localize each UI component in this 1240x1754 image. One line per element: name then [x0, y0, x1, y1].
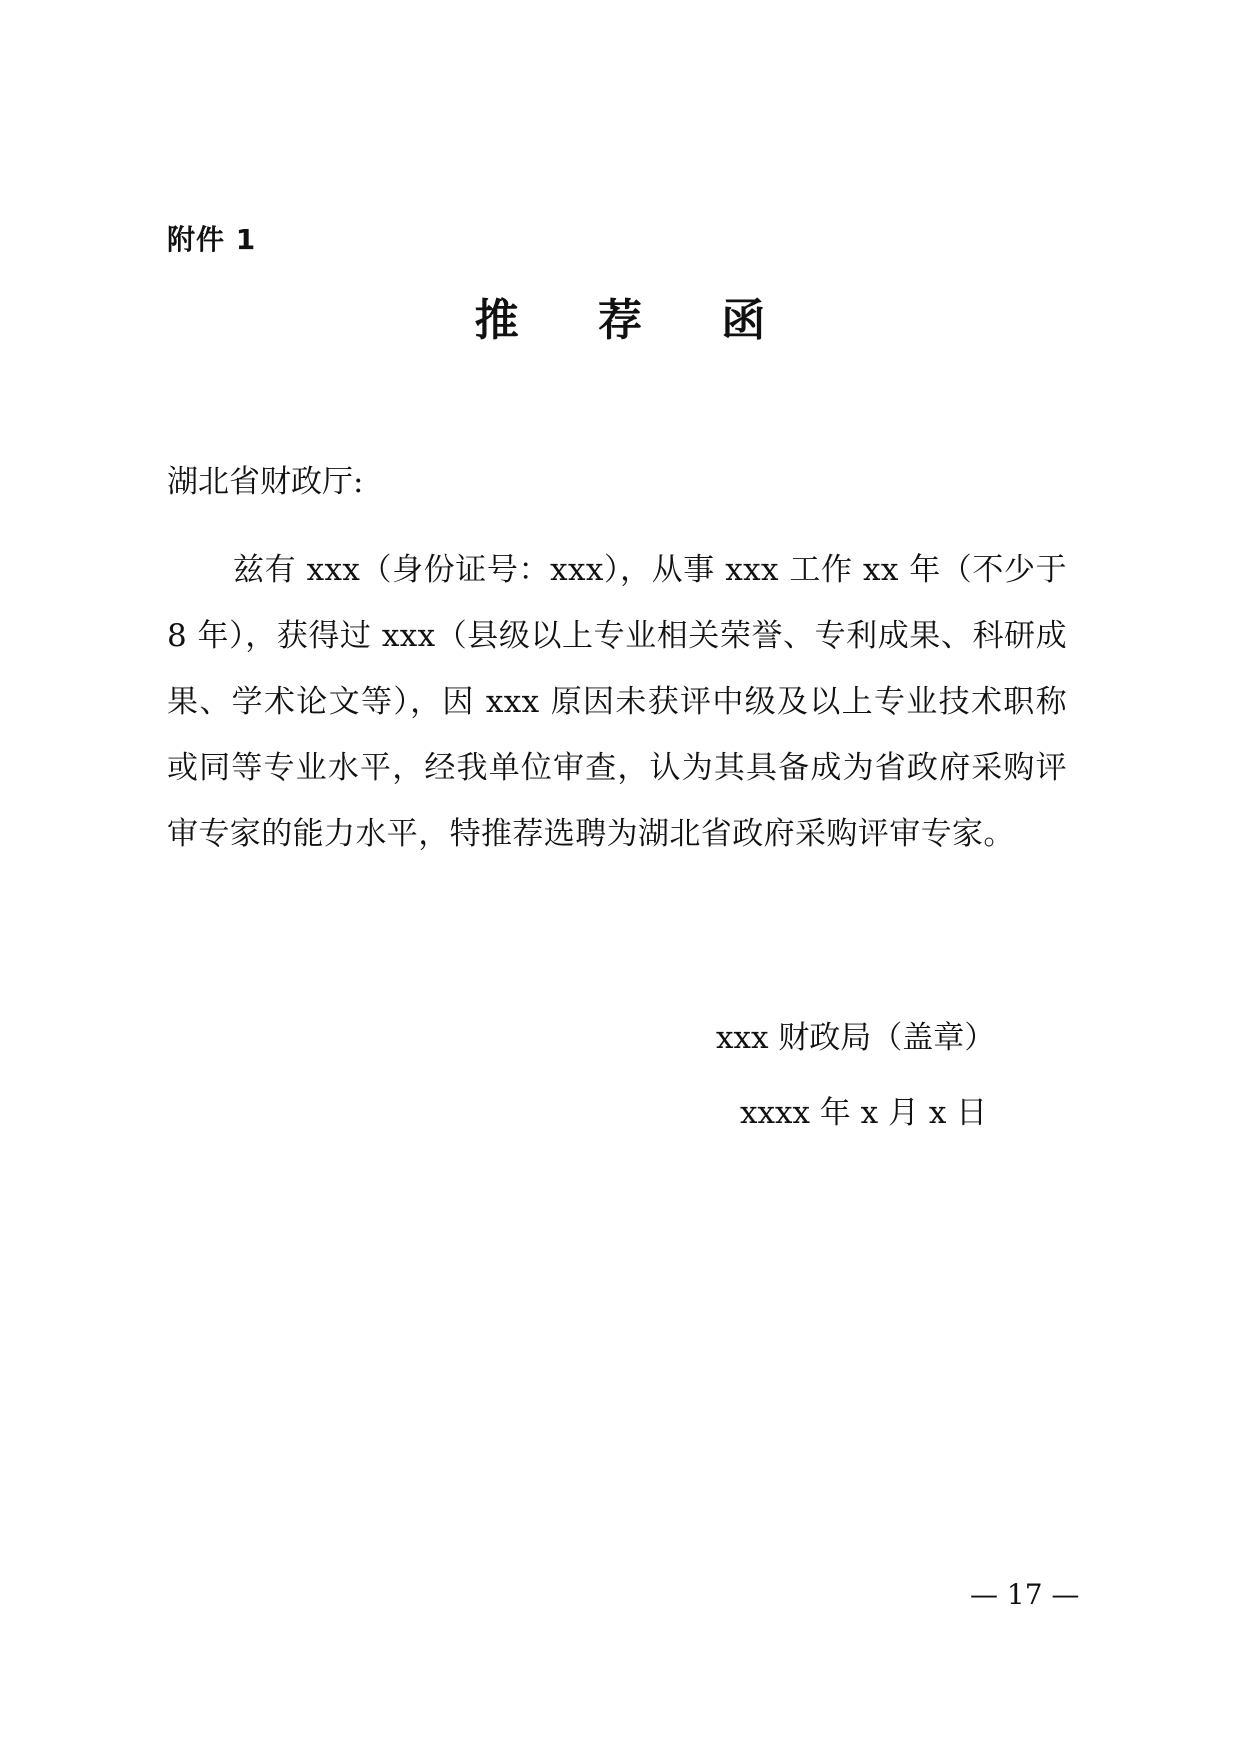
salutation: 湖北省财政厅:: [167, 464, 364, 500]
page-number: — 17 —: [970, 1578, 1080, 1611]
attachment-label: 附件 1: [167, 223, 257, 256]
document-title: 推 荐 函: [474, 295, 798, 346]
body-paragraph: 兹有 xxx（身份证号：xxx），从事 xxx 工作 xx 年（不少于 8 年），获得过 xxx（县级以上专业相关荣誉、专利成果、科研成果、学术论文等），因 xxx 原因未获评中级及以上专业技术职称或同等专业水平，经我单位审查，认为其具备成为省政府采购评审专家的能力水平，特推荐选聘为湖北省政府采购评审专家。: [167, 552, 1067, 852]
date-line: xxxx 年 x 月 x 日: [740, 1095, 988, 1131]
signature-line: xxx 财政局（盖章）: [716, 1020, 996, 1056]
